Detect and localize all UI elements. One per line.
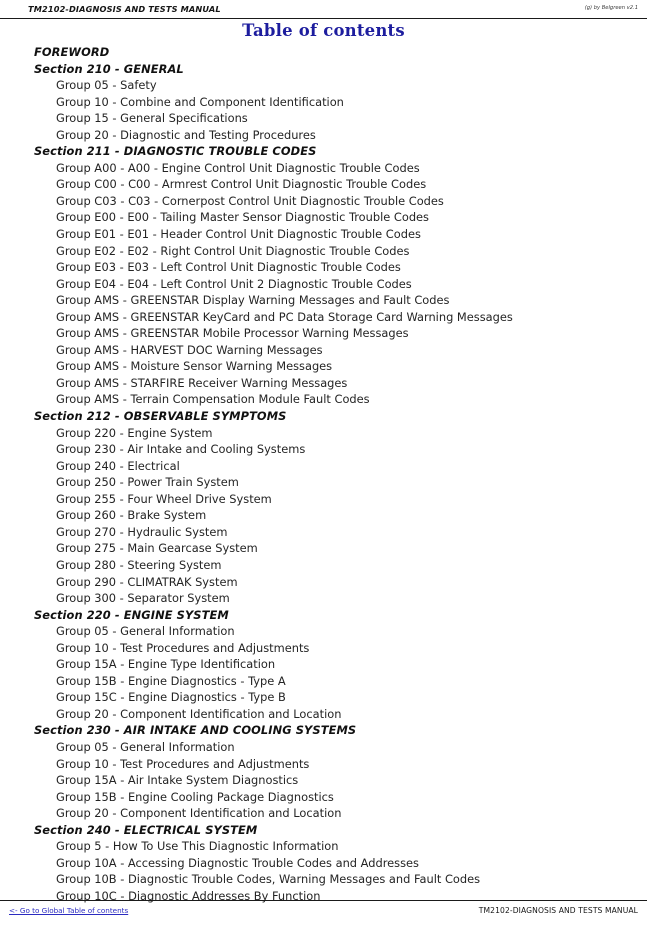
toc-group-entry[interactable]: Group 275 - Main Gearcase System (56, 541, 258, 556)
toc-group-entry[interactable]: Group 280 - Steering System (56, 557, 222, 572)
toc-group-entry[interactable]: Group 05 - General Information (56, 739, 235, 754)
toc-foreword-entry[interactable]: FOREWORD (34, 45, 110, 59)
toc-group-entry[interactable]: Group 10A - Accessing Diagnostic Trouble Codes and Addresses (56, 855, 419, 870)
table-of-contents (0, 44, 647, 904)
toc-group-entry[interactable]: Group 250 - Power Train System (56, 475, 239, 490)
toc-group-entry[interactable]: Group 10C - Diagnostic Addresses By Function (56, 888, 321, 903)
toc-group-entry[interactable]: Group 15C - Engine Diagnostics - Type B (56, 690, 286, 705)
toc-group-entry[interactable]: Group 300 - Separator System (56, 591, 230, 606)
toc-group-entry[interactable]: Group 240 - Electrical (56, 458, 180, 473)
toc-group-entry[interactable]: Group 15A - Air Intake System Diagnostics (56, 773, 299, 788)
toc-group-entry[interactable]: Group AMS - Terrain Compensation Module Fault Codes (56, 392, 370, 407)
toc-group-entry[interactable]: Group 255 - Four Wheel Drive System (56, 491, 272, 506)
toc-group-entry[interactable]: Group 270 - Hydraulic System (56, 524, 228, 539)
toc-section-entry[interactable]: Section 210 - GENERAL (34, 61, 184, 76)
toc-group-entry[interactable]: Group 10 - Combine and Component Identification (56, 94, 344, 109)
toc-group-entry[interactable]: Group E01 - E01 - Header Control Unit Diagnostic Trouble Codes (56, 227, 421, 242)
toc-group-entry[interactable]: Group 15A - Engine Type Identification (56, 657, 276, 672)
toc-group-entry[interactable]: Group 5 - How To Use This Diagnostic Information (56, 839, 339, 854)
toc-group-entry[interactable]: Group E00 - E00 - Tailing Master Sensor Diagnostic Trouble Codes (56, 210, 429, 225)
toc-group-entry[interactable]: Group AMS - Moisture Sensor Warning Messages (56, 359, 333, 374)
toc-group-entry[interactable]: Group C00 - C00 - Armrest Control Unit Diagnostic Trouble Codes (56, 177, 427, 192)
toc-group-entry[interactable]: Group AMS - GREENSTAR Display Warning Messages and Fault Codes (56, 293, 450, 308)
header-manual-title: TM2102-DIAGNOSIS AND TESTS MANUAL (28, 4, 221, 14)
toc-group-entry[interactable]: Group 05 - Safety (56, 78, 157, 93)
toc-section-entry[interactable]: Section 220 - ENGINE SYSTEM (34, 607, 229, 622)
toc-group-entry[interactable]: Group 10B - Diagnostic Trouble Codes, Warning Messages and Fault Codes (56, 872, 481, 887)
toc-group-entry[interactable]: Group 220 - Engine System (56, 425, 213, 440)
toc-group-entry[interactable]: Group 20 - Component Identification and Location (56, 806, 342, 821)
toc-group-entry[interactable]: Group E04 - E04 - Left Control Unit 2 Diagnostic Trouble Codes (56, 276, 412, 291)
toc-group-entry[interactable]: Group 15B - Engine Cooling Package Diagnostics (56, 789, 334, 804)
toc-group-entry[interactable]: Group AMS - GREENSTAR KeyCard and PC Data Storage Card Warning Messages (56, 309, 513, 324)
toc-group-entry[interactable]: Group E03 - E03 - Left Control Unit Diagnostic Trouble Codes (56, 260, 401, 275)
toc-group-entry[interactable]: Group E02 - E02 - Right Control Unit Diagnostic Trouble Codes (56, 243, 410, 258)
page-footer (0, 900, 647, 928)
toc-group-entry[interactable]: Group 260 - Brake System (56, 508, 207, 523)
toc-group-entry[interactable]: Group 10 - Test Procedures and Adjustments (56, 756, 310, 771)
footer-manual-title: TM2102-DIAGNOSIS AND TESTS MANUAL (478, 906, 638, 915)
global-table-of-contents-link[interactable]: <- Go to Global Table of contents (9, 906, 129, 915)
toc-group-entry[interactable]: Group 10 - Test Procedures and Adjustments (56, 640, 310, 655)
page-header (0, 0, 647, 19)
toc-section-entry[interactable]: Section 212 - OBSERVABLE SYMPTOMS (34, 409, 287, 424)
toc-group-entry[interactable]: Group C03 - C03 - Cornerpost Control Unit Diagnostic Trouble Codes (56, 193, 444, 208)
toc-group-entry[interactable]: Group A00 - A00 - Engine Control Unit Diagnostic Trouble Codes (56, 160, 420, 175)
toc-group-entry[interactable]: Group AMS - STARFIRE Receiver Warning Messages (56, 375, 348, 390)
toc-group-entry[interactable]: Group 15 - General Specifications (56, 111, 248, 126)
header-build-credit: (g) by Belgreen v2.1 (584, 5, 638, 11)
toc-section-entry[interactable]: Section 230 - AIR INTAKE AND COOLING SYSTEMS (34, 723, 357, 738)
toc-group-entry[interactable]: Group 05 - General Information (56, 624, 235, 639)
toc-group-entry[interactable]: Group 290 - CLIMATRAK System (56, 574, 238, 589)
page-title: Table of contents (242, 21, 405, 40)
toc-group-entry[interactable]: Group 230 - Air Intake and Cooling Systems (56, 442, 306, 457)
toc-group-entry[interactable]: Group 20 - Component Identification and Location (56, 706, 342, 721)
toc-section-entry[interactable]: Section 240 - ELECTRICAL SYSTEM (34, 822, 258, 837)
toc-group-entry[interactable]: Group AMS - HARVEST DOC Warning Messages (56, 342, 323, 357)
toc-group-entry[interactable]: Group 20 - Diagnostic and Testing Procedures (56, 127, 316, 142)
toc-group-entry[interactable]: Group 15B - Engine Diagnostics - Type A (56, 673, 286, 688)
toc-group-entry[interactable]: Group AMS - GREENSTAR Mobile Processor Warning Messages (56, 326, 409, 341)
toc-section-entry[interactable]: Section 211 - DIAGNOSTIC TROUBLE CODES (34, 144, 317, 159)
